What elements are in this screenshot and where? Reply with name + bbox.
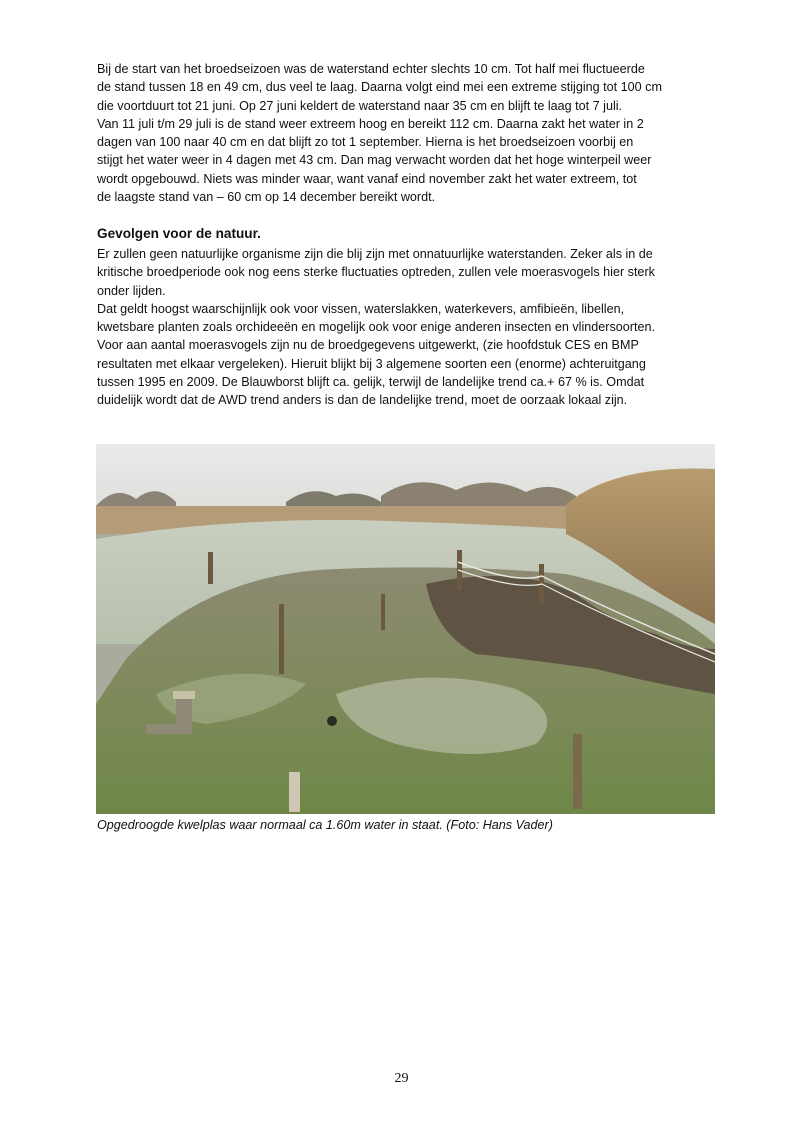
photo-caption: Opgedroogde kwelplas waar normaal ca 1.60m water in staat. (Foto: Hans Vader)	[97, 818, 553, 832]
paragraph-consequences: Er zullen geen natuurlijke organisme zijn die blij zijn met onnatuurlijke waterstanden. Zeker als in de kritische broedperiode ook nog eens sterke fluctuaties optreden, zullen vele moerasvogels hier sterk onder lijden. Dat geldt hoogst waarschijnlijk ook voor vissen, waterslakken, waterkevers, amfibieën, libellen, kwetsbare planten zoals orchideeën en mogelijk ook voor enige anderen insecten en vlindersoorten. Voor aan aantal moerasvogels zijn nu de broedgegevens uitgewerkt, (zie hoofdstuk CES en BMP resultaten met elkaar vergeleken). Hieruit blijkt bij 3 algemene soorten een (enorme) achteruitgang tussen 1995 en 2009. De Blauwborst blijft ca. gelijk, terwijl de landelijke trend ca.+ 67 % is. Omdat duidelijk wordt dat de AWD trend anders is dan de landelijke trend, moet de oorzaak lokaal zijn.	[97, 247, 655, 408]
section-heading: Gevolgen voor de natuur.	[97, 226, 261, 241]
photo-dried-seepage-pond	[96, 444, 715, 814]
page-number: 29	[394, 1071, 409, 1086]
paragraph-water-levels: Bij de start van het broedseizoen was de waterstand echter slechts 10 cm. Tot half mei fluctueerde de stand tussen 18 en 49 cm, dus veel te laag. Daarna volgt eind mei een extreme stijging tot 100 cm die voortduurt tot 21 juni. Op 27 juni keldert de waterstand naar 35 cm en blijft te laag tot 7 juli. Van 11 juli t/m 29 juli is de stand weer extreem hoog en bereikt 112 cm. Daarna zakt het water in 2 dagen van 100 naar 40 cm en dat blijft zo tot 1 september. Hierna is het broedseizoen voorbij en stijgt het water weer in 4 dagen met 43 cm. Dan mag verwacht worden dat het hoge winterpeil weer wordt opgebouwd. Niets was minder waar, want vanaf eind november zakt het water extreem, tot de laagste stand van – 60 cm op 14 december bereikt wordt.	[97, 62, 662, 205]
